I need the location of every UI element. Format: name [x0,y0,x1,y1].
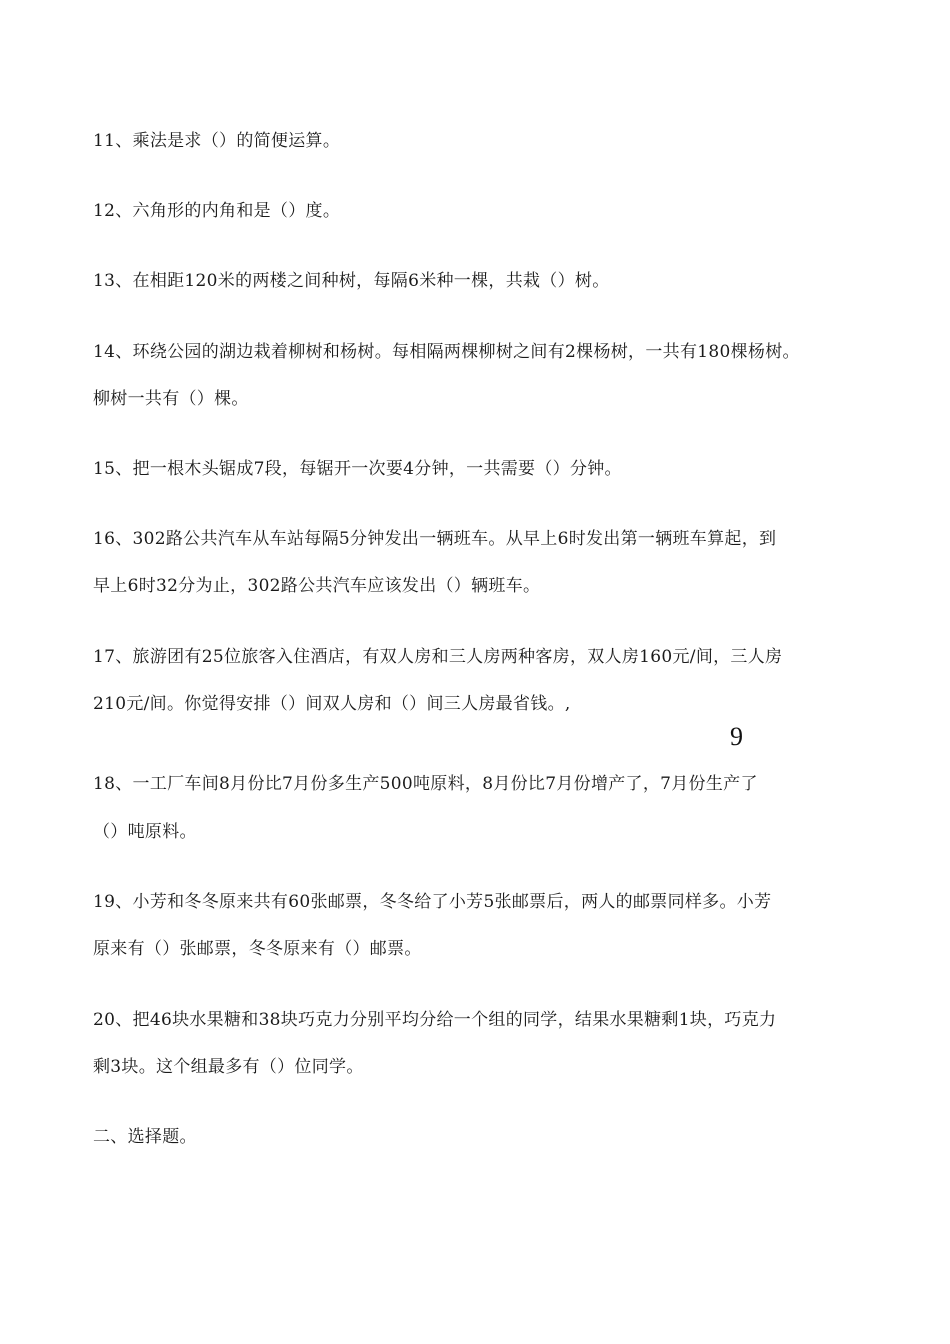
question-12-line-1: 12、六角形的内角和是（）度。 [93,201,341,221]
question-16-line-2: 早上6时32分为止，302路公共汽车应该发出（）辆班车。 [93,576,541,596]
question-16-line-1: 16、302路公共汽车从车站每隔5分钟发出一辆班车。从早上6时发出第一辆班车算起，到 [93,529,777,549]
question-18-line-2: （）吨原料。 [93,822,197,842]
page-number: 9 [730,722,743,751]
question-20-line-2: 剩3块。这个组最多有（）位同学。 [93,1057,364,1077]
question-14-line-1: 14、环绕公园的湖边栽着柳树和杨树。每相隔两棵柳树之间有2棵杨树，一共有180棵杨树。 [93,342,800,362]
question-20-line-1: 20、把46块水果糖和38块巧克力分别平均分给一个组的同学，结果水果糖剩1块，巧克力 [93,1010,777,1030]
question-15-line-1: 15、把一根木头锯成7段，每锯开一次要4分钟，一共需要（）分钟。 [93,459,622,479]
section-heading: 二、选择题。 [93,1127,197,1147]
question-14-line-2: 柳树一共有（）棵。 [93,389,249,409]
question-17-line-1: 17、旅游团有25位旅客入住酒店，有双人房和三人房两种客房，双人房160元/间，三人房 [93,647,783,667]
question-19-line-1: 19、小芳和冬冬原来共有60张邮票，冬冬给了小芳5张邮票后，两人的邮票同样多。小芳 [93,892,772,912]
question-18-line-1: 18、一工厂车间8月份比7月份多生产500吨原料，8月份比7月份增产了，7月份生产了 [93,774,758,794]
question-17-line-2: 210元/间。你觉得安排（）间双人房和（）间三人房最省钱。, [93,694,571,714]
question-19-line-2: 原来有（）张邮票，冬冬原来有（）邮票。 [93,939,422,959]
question-13-line-1: 13、在相距120米的两楼之间种树，每隔6米种一棵，共栽（）树。 [93,271,610,291]
question-11-line-1: 11、乘法是求（）的简便运算。 [93,131,341,151]
